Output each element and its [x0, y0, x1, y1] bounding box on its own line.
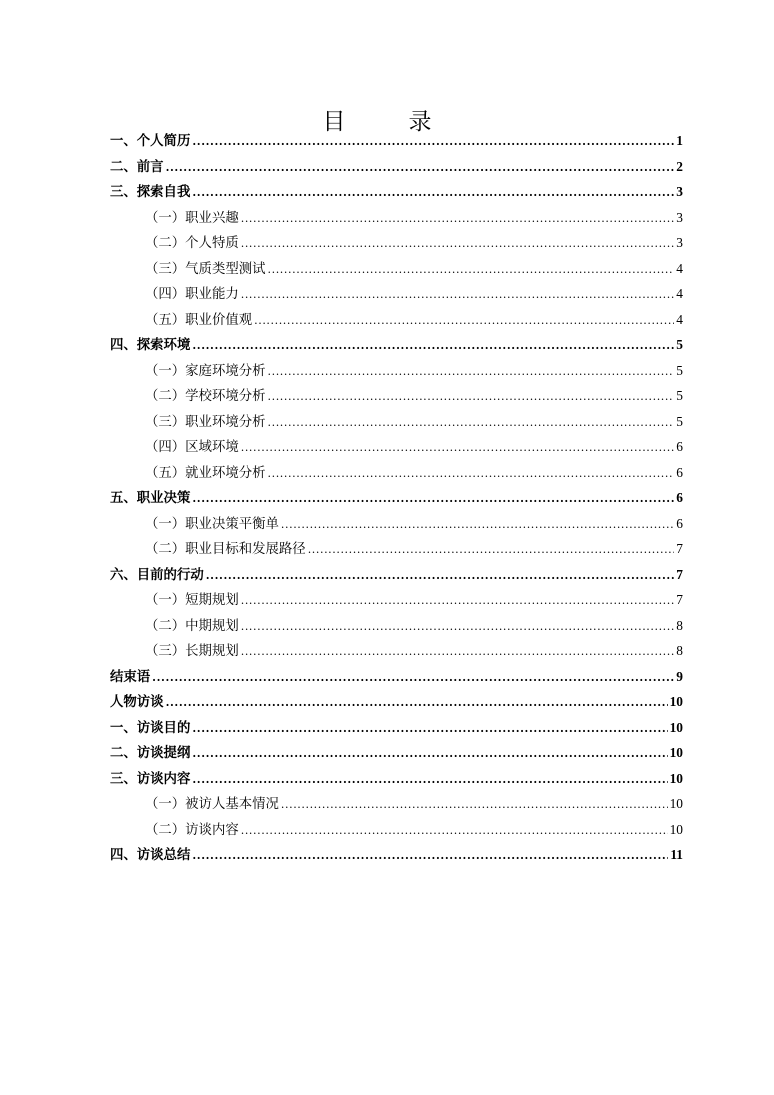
- toc-page-number: 10: [669, 694, 683, 709]
- toc-page-number: 11: [670, 847, 683, 862]
- toc-dot-leader: [268, 384, 675, 410]
- toc-entry-section[interactable]: [110, 460, 683, 486]
- toc-page-number: 1: [676, 133, 683, 148]
- toc-page-number: 8: [676, 617, 683, 633]
- toc-page-number: 7: [676, 592, 683, 607]
- toc-entry-text: （二）学校环境分析: [145, 389, 266, 404]
- toc-entry-text: 六、目前的行动: [110, 566, 204, 583]
- toc-dot-leader: [192, 180, 674, 206]
- toc-page-number: 5: [676, 337, 683, 352]
- toc-entry-section[interactable]: [110, 281, 683, 307]
- toc-entry-section[interactable]: [110, 307, 683, 333]
- toc-entry-text: 四、探索环境: [110, 337, 191, 353]
- toc-dot-leader: [192, 333, 674, 359]
- toc-page-number: 8: [676, 643, 683, 658]
- toc-dot-leader: [192, 486, 674, 512]
- toc-page-number: 3: [676, 209, 683, 225]
- toc-page-number: 6: [676, 490, 683, 505]
- toc-page-number: 4: [676, 286, 683, 301]
- toc-entry-section[interactable]: [110, 536, 683, 562]
- toc-entry-text: 结束语: [110, 668, 151, 685]
- toc-dot-leader: [241, 206, 675, 232]
- toc-page-number: 4: [676, 260, 683, 276]
- toc-entry-text: （一）职业兴趣: [145, 210, 239, 226]
- toc-entry-text: （四）职业能力: [145, 287, 239, 302]
- toc-entry-section[interactable]: [110, 256, 683, 282]
- toc-entry-section[interactable]: [110, 434, 683, 460]
- toc-entry-text: （二）访谈内容: [145, 822, 239, 838]
- toc-entry-text: （五）就业环境分析: [145, 465, 266, 481]
- toc-dot-leader: [152, 665, 674, 691]
- toc-title: 目 录: [322, 109, 452, 136]
- toc-entry-section[interactable]: [110, 230, 683, 256]
- toc-entry-text: （二）中期规划: [145, 618, 239, 634]
- toc-page-number: 6: [676, 464, 683, 480]
- toc-dot-leader: [308, 537, 675, 563]
- toc-page-number: 6: [676, 439, 683, 454]
- toc-list: [110, 128, 683, 868]
- toc-dot-leader: [268, 461, 675, 487]
- toc-entry-chapter[interactable]: [110, 689, 683, 715]
- toc-entry-section[interactable]: [110, 638, 683, 664]
- toc-entry-text: （五）职业价值观: [145, 312, 253, 328]
- toc-dot-leader: [206, 563, 675, 589]
- toc-page-number: 3: [676, 235, 683, 250]
- toc-entry-section[interactable]: [110, 817, 683, 843]
- toc-entry-text: 二、访谈提纲: [110, 745, 191, 761]
- toc-entry-text: （二）职业目标和发展路径: [145, 542, 306, 557]
- toc-entry-section[interactable]: [110, 205, 683, 231]
- toc-page-number: 7: [676, 566, 683, 582]
- toc-entry-text: 三、探索自我: [110, 184, 191, 200]
- toc-entry-text: 三、访谈内容: [110, 770, 191, 787]
- toc-entry-text: （四）区域环境: [145, 440, 239, 455]
- toc-entry-chapter[interactable]: [110, 485, 683, 511]
- toc-entry-chapter[interactable]: [110, 179, 683, 205]
- toc-page-number: 10: [669, 821, 683, 837]
- toc-entry-text: （一）职业决策平衡单: [145, 516, 279, 532]
- toc-entry-text: （一）家庭环境分析: [145, 363, 266, 379]
- toc-dot-leader: [241, 231, 675, 257]
- toc-dot-leader: [268, 410, 675, 436]
- toc-dot-leader: [192, 843, 668, 869]
- toc-dot-leader: [241, 282, 675, 308]
- toc-entry-text: （三）气质类型测试: [145, 261, 266, 277]
- toc-page-number: 3: [676, 184, 683, 199]
- toc-entry-chapter[interactable]: [110, 154, 683, 180]
- toc-entry-section[interactable]: [110, 511, 683, 537]
- toc-dot-leader: [241, 639, 675, 665]
- toc-entry-section[interactable]: [110, 587, 683, 613]
- toc-page-number: 2: [676, 158, 683, 174]
- toc-entry-chapter[interactable]: [110, 664, 683, 690]
- toc-page-number: 10: [669, 770, 683, 786]
- toc-entry-text: （一）被访人基本情况: [145, 797, 279, 812]
- toc-entry-text: （一）短期规划: [145, 593, 239, 608]
- toc-page-number: 5: [676, 388, 683, 403]
- toc-page-number: 9: [676, 668, 683, 684]
- toc-entry-text: 二、前言: [110, 158, 164, 175]
- toc-entry-section[interactable]: [110, 383, 683, 409]
- toc-entry-chapter[interactable]: [110, 128, 683, 154]
- toc-dot-leader: [192, 741, 667, 767]
- toc-dot-leader: [192, 767, 667, 793]
- toc-entry-section[interactable]: [110, 791, 683, 817]
- toc-entry-text: 四、访谈总结: [110, 847, 191, 863]
- toc-dot-leader: [268, 257, 675, 283]
- toc-entry-section[interactable]: [110, 613, 683, 639]
- toc-entry-section[interactable]: [110, 358, 683, 384]
- toc-dot-leader: [166, 155, 675, 181]
- toc-dot-leader: [241, 588, 675, 614]
- toc-page-number: 4: [676, 311, 683, 327]
- toc-entry-chapter[interactable]: [110, 842, 683, 868]
- toc-dot-leader: [192, 716, 667, 742]
- toc-dot-leader: [192, 129, 674, 155]
- toc-dot-leader: [254, 308, 674, 334]
- toc-dot-leader: [241, 818, 668, 844]
- toc-dot-leader: [268, 359, 675, 385]
- toc-entry-chapter[interactable]: [110, 715, 683, 741]
- toc-entry-chapter[interactable]: [110, 766, 683, 792]
- toc-entry-text: （三）职业环境分析: [145, 414, 266, 430]
- toc-page-number: 10: [669, 719, 683, 735]
- toc-dot-leader: [241, 614, 675, 640]
- toc-page-number: 5: [676, 362, 683, 378]
- toc-dot-leader: [241, 435, 675, 461]
- toc-page-number: 7: [676, 541, 683, 556]
- toc-page-number: 10: [669, 745, 683, 760]
- toc-dot-leader: [281, 792, 668, 818]
- toc-entry-text: （三）长期规划: [145, 644, 239, 659]
- toc-entry-chapter[interactable]: [110, 332, 683, 358]
- toc-page-number: 10: [669, 796, 683, 811]
- toc-entry-section[interactable]: [110, 409, 683, 435]
- toc-entry-text: （二）个人特质: [145, 236, 239, 251]
- toc-page-number: 6: [676, 515, 683, 531]
- toc-entry-chapter[interactable]: [110, 740, 683, 766]
- toc-page-number: 5: [676, 413, 683, 429]
- toc-entry-text: 一、访谈目的: [110, 719, 191, 736]
- toc-dot-leader: [166, 690, 668, 716]
- toc-dot-leader: [281, 512, 674, 538]
- toc-entry-text: 一、个人简历: [110, 133, 191, 149]
- toc-entry-chapter[interactable]: [110, 562, 683, 588]
- toc-entry-text: 五、职业决策: [110, 490, 191, 506]
- toc-entry-text: 人物访谈: [110, 694, 164, 710]
